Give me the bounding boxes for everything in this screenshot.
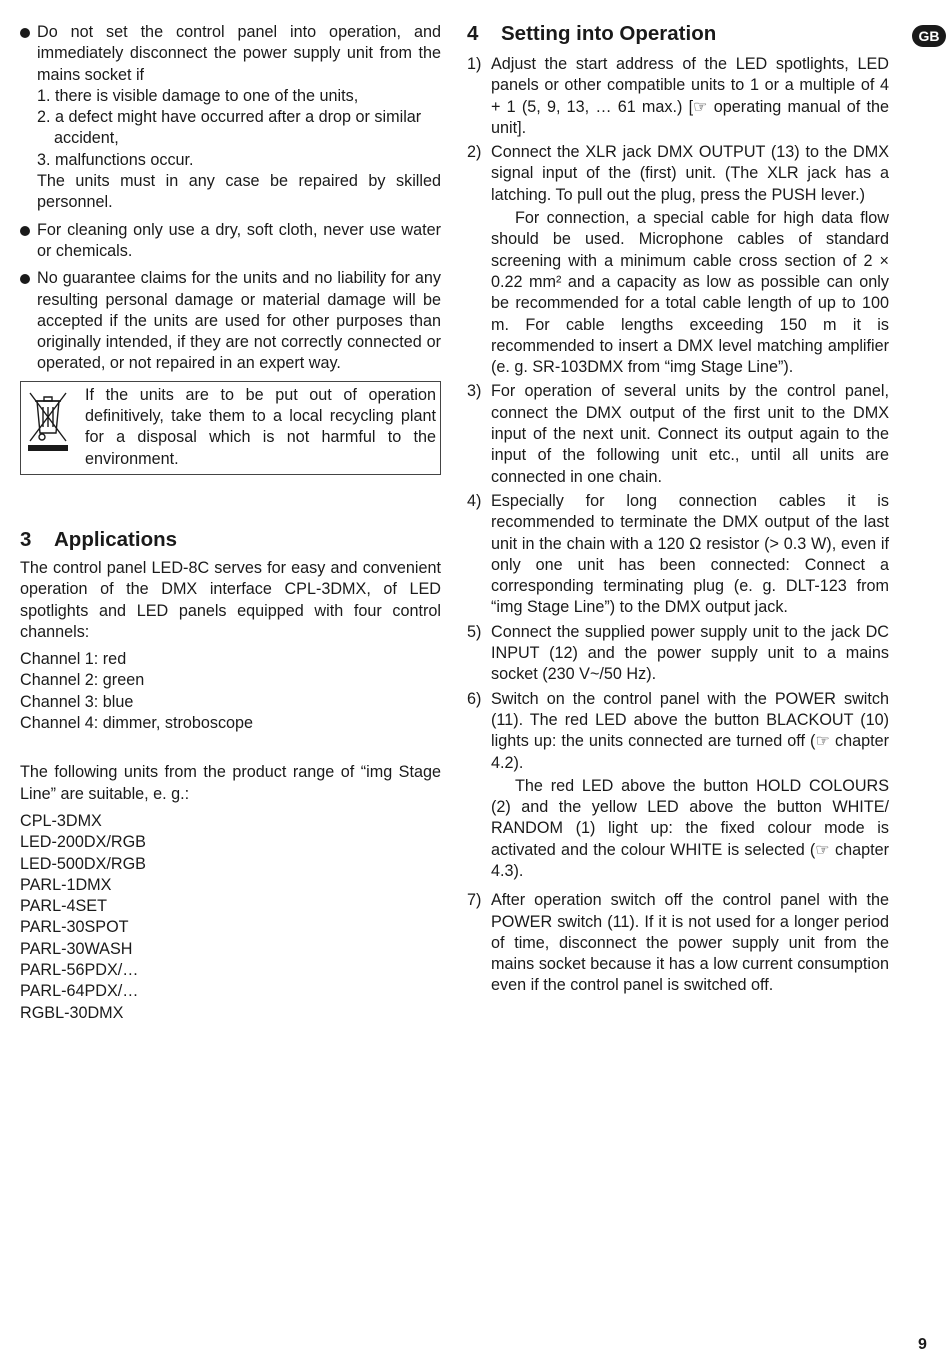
section-title: Applications xyxy=(54,527,178,551)
section-3-heading xyxy=(20,528,441,552)
units-list xyxy=(20,811,441,1024)
list-item: PARL-56PDX/… xyxy=(20,960,139,979)
crossed-out-wheelie-bin-icon xyxy=(25,385,81,470)
safety-bullet-3 xyxy=(20,268,441,374)
applications-intro: The control panel LED-8C serves for easy and convenient operation of the DMX interface CPL-3DMX, of LED spotlights and LED panels equipped with four control channels: xyxy=(20,558,441,641)
step-item xyxy=(467,890,889,996)
safety-bullet-1 xyxy=(20,22,441,214)
step-number: 5) xyxy=(467,622,482,641)
list-item: RGBL-30DMX xyxy=(20,1003,124,1022)
list-item: Channel 1: red xyxy=(20,650,127,669)
step-item xyxy=(467,381,889,487)
recycling-text: If the units are to be put out of operation definitively, take them to a local recycling plant for a disposal which is not harmful to the environment. xyxy=(85,385,436,468)
right-column xyxy=(467,22,889,1000)
bullet-dot-icon xyxy=(20,28,30,38)
malfunction-list xyxy=(37,86,441,171)
channel-list xyxy=(20,649,441,734)
step-text: Connect the XLR jack DMX OUTPUT (13) to the DMX signal input of the (first) unit. (The XLR jack has a latching. To pull out the plug, press the PUSH lever.) xyxy=(491,143,889,204)
step-text: Especially for long connection cables it is recommended to terminate the DMX output of the last unit in the chain with a 120 Ω resistor (> 0.3 W), even if only one unit has been connected: Connect a corresponding terminating plug (e. g. DLT-123 from “img Stage Line”) to the DMX output jack. xyxy=(491,491,889,617)
step-note: The red LED above the button HOLD COLOURS (2) and the yellow LED above the button WHITE/ RANDOM (1) light up: the fixed colour mode is activated and the colour WHITE is selected (☞ chapter 4.3). xyxy=(491,776,889,880)
bullet-1-intro: Do not set the control panel into operation, and immediately disconnect the power supply unit from the mains socket if xyxy=(37,23,441,84)
step-number: 7) xyxy=(467,891,482,910)
list-item: Channel 3: blue xyxy=(20,692,134,711)
step-text: Switch on the control panel with the POWER switch (11). The red LED above the button BLACKOUT (10) lights up: the units connected are turned off (☞ chapter 4.2). xyxy=(491,689,889,772)
bullet-1-outro: The units must in any case be repaired by skilled personnel. xyxy=(37,172,441,212)
step-number: 3) xyxy=(467,382,482,401)
step-number: 6) xyxy=(467,689,482,708)
section-number: 4 xyxy=(467,22,479,45)
step-text: For operation of several units by the control panel, connect the DMX output of the first unit to the DMX input of the next unit. Connect its output again to the input of the following unit etc., until all units are connected in one chain. xyxy=(491,382,889,486)
units-intro: The following units from the product range of “img Stage Line” are suitable, e. g.: xyxy=(20,763,441,803)
step-text: Connect the supplied power supply unit to the jack DC INPUT (12) and the power supply unit to a mains socket (230 V~/50 Hz). xyxy=(491,622,889,684)
recycling-notice xyxy=(20,381,441,475)
bullet-dot-icon xyxy=(20,226,30,236)
section-4-heading xyxy=(467,22,889,46)
list-item: PARL-1DMX xyxy=(20,875,112,894)
step-note: For connection, a special cable for high data flow should be used. Microphone cables of standard screening with a minimum cable cross section of 2 × 0.22 mm² and a capacity as low as possible can only be recommended for a total cable length of up to 100 m. For cable lengths exceeding 150 m it is recommended to insert a DMX level matching amplifier (e. g. SR-103DMX from “img Stage Line”). xyxy=(491,209,889,377)
list-item: CPL-3DMX xyxy=(20,811,102,830)
list-item: PARL-64PDX/… xyxy=(20,982,139,1001)
page-number: 9 xyxy=(918,1336,927,1353)
step-text: Adjust the start address of the LED spotlights, LED panels or other compatible units to 1 or a multiple of 4 + 1 (5, 9, 13, … 61 max.) [☞ operating manual of the unit]. xyxy=(491,55,889,137)
step-text: After operation switch off the control panel with the POWER switch (11). If it is not used for a longer period of time, disconnect the power supply unit from the mains socket because it has a low current consumption even if the control panel is switched off. xyxy=(491,891,889,995)
list-item: 3. malfunctions occur. xyxy=(37,150,194,169)
list-item: Channel 4: dimmer, stroboscope xyxy=(20,714,254,733)
list-item: PARL-4SET xyxy=(20,897,107,916)
list-item: 2. a defect might have occurred after a drop or similar accident, xyxy=(37,108,422,148)
left-column xyxy=(20,22,441,1024)
list-item: LED-200DX/RGB xyxy=(20,833,146,852)
operation-steps xyxy=(467,54,889,997)
step-number: 2) xyxy=(467,143,482,162)
step-item xyxy=(467,142,889,378)
step-item xyxy=(467,622,889,686)
list-item: LED-500DX/RGB xyxy=(20,854,146,873)
list-item: PARL-30SPOT xyxy=(20,918,129,937)
list-item: 1. there is visible damage to one of the units, xyxy=(37,86,359,105)
bullet-2-text: For cleaning only use a dry, soft cloth, never use water or chemicals. xyxy=(37,220,441,260)
section-number: 3 xyxy=(20,527,32,551)
bullet-dot-icon xyxy=(20,274,30,284)
step-number: 1) xyxy=(467,55,482,73)
step-number: 4) xyxy=(467,491,482,510)
bullet-3-text: No guarantee claims for the units and no liability for any resulting personal damage or material damage will be accepted if the units are used for other purposes than originally intended, if they are not correctly connected or operated, or not repaired in an expert way. xyxy=(37,269,441,373)
step-item xyxy=(467,54,889,139)
language-badge: GB xyxy=(912,25,946,47)
safety-bullet-2 xyxy=(20,220,441,263)
section-title: Setting into Operation xyxy=(501,22,717,45)
list-item: Channel 2: green xyxy=(20,671,145,690)
list-item: PARL-30WASH xyxy=(20,939,133,958)
step-item xyxy=(467,491,889,619)
step-item xyxy=(467,689,889,883)
